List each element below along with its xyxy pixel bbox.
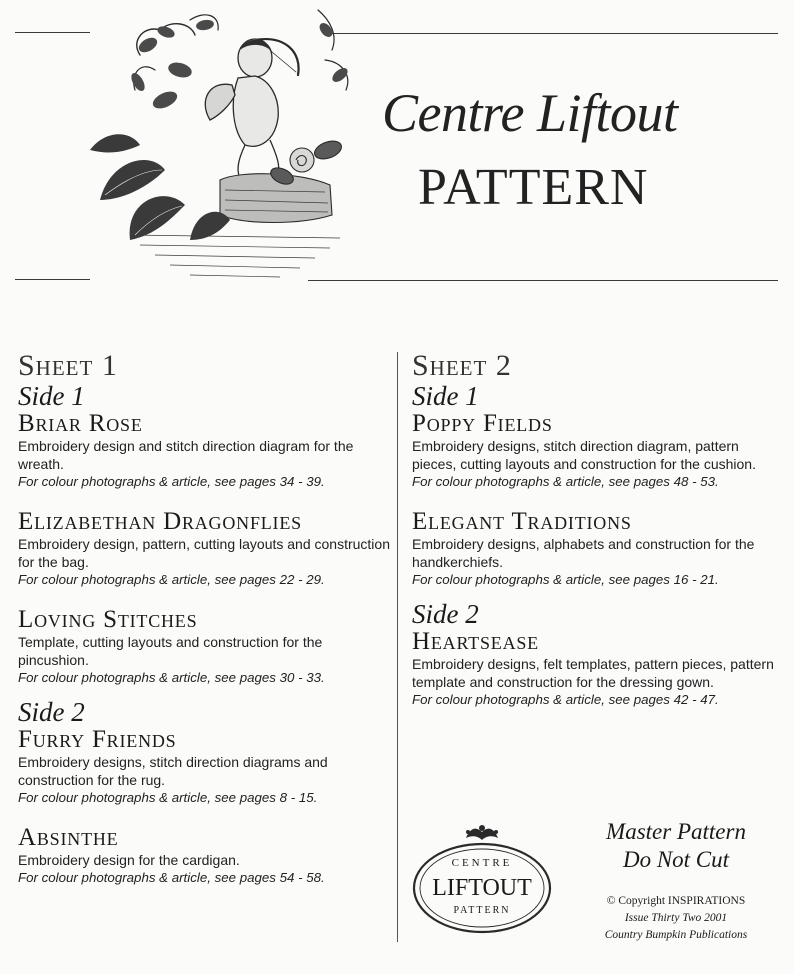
entry-description: Embroidery design for the cardigan. — [18, 852, 240, 868]
pattern-entry-heartsease — [412, 628, 782, 709]
pattern-entry-absinthe — [18, 824, 390, 887]
seal-bottom-text: PATTERN — [453, 905, 511, 916]
entry-page-reference: For colour photographs & article, see pages 30 - 33. — [18, 670, 325, 685]
entry-description: Template, cutting layouts and construction for the pincushion. — [18, 634, 323, 668]
liftout-seal-icon — [410, 822, 554, 940]
notice-line-1: Master Pattern — [606, 819, 746, 844]
sheet-1-side-1-label: Side 1 — [18, 381, 85, 411]
sheet-1-label: Sheet 1 — [18, 349, 118, 382]
copyright-block — [565, 893, 787, 944]
entry-title: Elegant Traditions — [412, 508, 632, 535]
sheet-1-side-2-label: Side 2 — [18, 697, 85, 727]
left-column — [18, 350, 390, 887]
pattern-entry-loving-stitches — [18, 606, 390, 687]
header-rule-bottom-right — [308, 280, 778, 281]
entry-page-reference: For colour photographs & article, see pages 16 - 21. — [412, 572, 719, 587]
header-rule-top-right — [332, 33, 778, 34]
sheet-2-side-2-label: Side 2 — [412, 599, 479, 629]
pattern-entry-briar-rose — [18, 410, 390, 491]
entry-title: Absinthe — [18, 824, 119, 851]
copyright-line-1: © Copyright INSPIRATIONS — [606, 895, 746, 907]
cherub-garden-engraving-icon — [70, 0, 370, 290]
entry-page-reference: For colour photographs & article, see pages 34 - 39. — [18, 474, 325, 489]
seal-top-text: CENTRE — [451, 857, 513, 869]
entry-page-reference: For colour photographs & article, see pages 42 - 47. — [412, 692, 719, 707]
entry-title: Loving Stitches — [18, 606, 198, 633]
sheet-2-side-1-label: Side 1 — [412, 381, 479, 411]
column-divider — [397, 352, 398, 942]
title-pattern: PATTERN — [418, 159, 649, 216]
entry-page-reference: For colour photographs & article, see pages 54 - 58. — [18, 870, 325, 885]
entry-title: Poppy Fields — [412, 410, 553, 437]
seal-main-text: LIFTOUT — [432, 875, 532, 901]
pattern-entry-elizabethan-dragonflies — [18, 508, 390, 589]
entry-page-reference: For colour photographs & article, see pages 22 - 29. — [18, 572, 325, 587]
entry-title: Briar Rose — [18, 410, 143, 437]
pattern-entry-poppy-fields — [412, 410, 782, 491]
entry-description: Embroidery designs, felt templates, pattern pieces, pattern template and construction for the dressing gown. — [412, 656, 774, 690]
entry-title: Heartsease — [412, 628, 539, 655]
entry-description: Embroidery design, pattern, cutting layouts and construction for the bag. — [18, 536, 390, 570]
sheet-2-label: Sheet 2 — [412, 349, 512, 382]
right-column — [412, 350, 782, 709]
entry-page-reference: For colour photographs & article, see pages 8 - 15. — [18, 790, 318, 805]
copyright-line-2: Issue Thirty Two 2001 — [624, 912, 728, 924]
pattern-entry-furry-friends — [18, 726, 390, 807]
master-pattern-notice — [578, 818, 774, 874]
entry-description: Embroidery designs, stitch direction diagrams and construction for the rug. — [18, 754, 328, 788]
notice-line-2: Do Not Cut — [622, 847, 730, 872]
entry-title: Furry Friends — [18, 726, 177, 753]
copyright-line-3: Country Bumpkin Publications — [604, 929, 748, 941]
pattern-entry-elegant-traditions — [412, 508, 782, 589]
title-centre-liftout: Centre Liftout — [382, 83, 678, 143]
entry-description: Embroidery design and stitch direction diagram for the wreath. — [18, 438, 354, 472]
entry-title: Elizabethan Dragonflies — [18, 508, 302, 535]
entry-page-reference: For colour photographs & article, see pages 48 - 53. — [412, 474, 719, 489]
entry-description: Embroidery designs, alphabets and construction for the handkerchiefs. — [412, 536, 755, 570]
entry-description: Embroidery designs, stitch direction diagram, pattern pieces, cutting layouts and construction for the cushion. — [412, 438, 756, 472]
